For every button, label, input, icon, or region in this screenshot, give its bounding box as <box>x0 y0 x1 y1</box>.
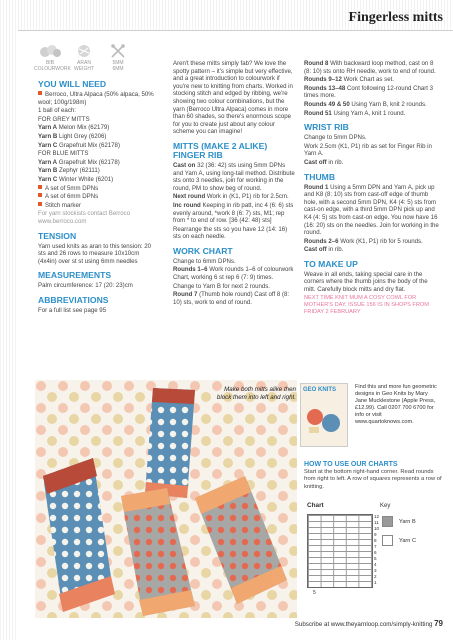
right-column: Round 8 With backward loop method, cast on 8 (8: 10) sts onto RH needle, work to end of round. Rounds 9–12 Work Chart as set. Rounds 13–48 Cont following 12-round Chart 3 times more. Rounds 49 & 50 Using Yarn B, knit 2 rounds. Round 51 Using Yarn A, knit 1 round. WRIST RIB Change to 5mm DPNs. Work 2.5cm (K1, P1) rib as set for Finger Rib in Yarn A. Cast off in rib. THUMB Round 1 Using a 5mm DPN and Yarn A, pick up and K8 (8: 10) sts from cast-off edge of thumb hole, with a second 5mm DPN, K4 (4: 5) sts from cast-on edge, with a third 5mm DPN pick up and K4 (4: 5) sts from cast-on edge. You now have 16 (16: 20) sts on the needles. Join for working in the round. Rounds 2–6 Work (K1, P1) rib for 5 rounds. Cast off in rib. TO MAKE UP Weave in all ends, taking special care in the corners where the thumb joins the body of the mitt. Carefully block mitts and dry flat. NEXT TIME KNIT MUM A COSY COWL FOR MOTHER'S DAY. ISSUE 156 IS IN SHOPS FROM FRIDAY 2 FEBRUARY <box>304 60 439 315</box>
page-title: Fingerless mitts <box>348 10 443 25</box>
chart-column-number: 5 <box>313 590 316 596</box>
photo-caption: Make both mitts alike then block them into left and right. <box>216 386 296 401</box>
left-column: YOU WILL NEED Berroco, Ultra Alpaca (50% alpaca, 50% wool; 100g/198m) 1 ball of each: FOR GREY MITTS Yarn A Melon Mix (62179) Yarn B Light Grey (6206) Yarn C Grapefruit Mix (62178) FOR BLUE MITTS Yarn A Grapefruit Mix (62178) Yarn B Zephyr (62111) Yarn C Winter White (6201) A set of 5mm DPNs A set of 6mm DPNs Stitch marker For yarn stockists contact Berroco www.berroco.com TENSION Yarn used knits as aran to this tension: 20 sts and 26 rows to measure 10x10cm (4x4in) over st st using 6mm needles MEASUREMENTS Palm circumference: 17 (20: 23)cm ABBREVIATIONS For a full list see page 95 <box>38 74 158 315</box>
work-chart-heading: WORK CHART <box>173 245 233 256</box>
key-label: Key <box>380 503 391 509</box>
icon-strip <box>34 44 134 72</box>
yarn-c-swatch <box>382 535 393 546</box>
how-to-use-charts: HOW TO USE OUR CHARTS Start at the bottom right-hand corner. Read rounds from right to left. A row of squares represents a row of knitting. <box>304 461 442 490</box>
wrist-rib-heading: WRIST RIB <box>304 122 349 133</box>
mitts-photo <box>35 380 297 618</box>
book-cover: GEO KNITS <box>300 383 348 447</box>
next-time-note: NEXT TIME KNIT MUM A COSY COWL FOR MOTHER'S DAY. ISSUE 156 IS IN SHOPS FROM FRIDAY 2 FEBRUARY <box>304 294 429 315</box>
chart-row-numbers: 12 11 10 9 8 7 6 5 4 3 2 1 <box>374 514 380 585</box>
side-stripes <box>0 0 18 640</box>
yarn-b-swatch <box>382 516 393 527</box>
chart-label: Chart <box>307 502 324 509</box>
footer: Subscribe at www.theyarnloop.com/simply-knitting 79 <box>294 619 443 628</box>
book-info: Find this and more fun geometric designs in Geo Knits by Mary Jane Mucklestone (Apple Press, £12.99). Call 0207 700 6700 for info or visit www.quartoknows.com. <box>355 384 437 425</box>
balls-icon: BIB COLOURWORK <box>34 44 66 72</box>
measurements-heading: MEASUREMENTS <box>38 270 112 281</box>
abbreviations-heading: ABBREVIATIONS <box>38 294 109 305</box>
finger-rib-heading: MITTS (MAKE 2 ALIKE) FINGER RIB <box>173 140 268 160</box>
thumb-heading: THUMB <box>304 171 336 182</box>
tension-heading: TENSION <box>38 230 77 241</box>
make-up-heading: TO MAKE UP <box>304 258 358 269</box>
yarn-ball-icon: ARAN WEIGHT <box>68 44 100 72</box>
intro-text: Aren't these mitts simply fab? We love the spotty pattern – it's simple but very effective, and a great introduction to colourwork if you're new to knitting from charts. Worked in stocking stitch and edged by ribbing, we're showing two colour combinations, but the yarn (Berroco Ultra Alpaca) comes in more than 60 shades, so there's enormous scope for you to create just about any colour scheme you can imagine! <box>173 60 293 136</box>
chart-key: Yarn B Yarn C <box>382 516 416 554</box>
needles-icon: 5MM 6MM <box>102 44 134 72</box>
page-number: 79 <box>434 619 443 628</box>
you-need-heading: YOU WILL NEED <box>38 79 107 89</box>
middle-column: Aren't these mitts simply fab? We love the spotty pattern – it's simple but very effective, and a great introduction to colourwork if you're new to knitting from charts. Worked in stocking stitch and edged by ribbing, we're showing two colour combinations, but the yarn (Berroco Ultra Alpaca) comes in more than 60 shades, so there's enormous scope for you to create just about any colour scheme you can imagine! MITTS (MAKE 2 ALIKE) FINGER RIB Cast on 32 (36: 42) sts using 5mm DPNs and Yarn A, using long-tail method. Distribute sts onto 3 needles, join for working in the round, PM to show beg of round. Next round Work in (K1, P1) rib for 2.5cm. Inc round Keeping in rib patt, inc 4 (6: 6) sts evenly around, *work 8 (6: 7) sts, M1; rep from * to end of row. [36 (42: 48) sts] Rearrange the sts so you have 12 (14: 16) sts on each needle. WORK CHART Change to 6mm DPNs. Rounds 1–6 Work rounds 1–6 of colourwork Chart, working 6 st rep 6 (7: 9) times. Change to Yarn B for next 2 rounds. Round 7 (Thumb hole round) Cast off 8 (8: 10) sts, work to end of round. <box>173 60 295 306</box>
colourwork-chart <box>307 514 373 588</box>
